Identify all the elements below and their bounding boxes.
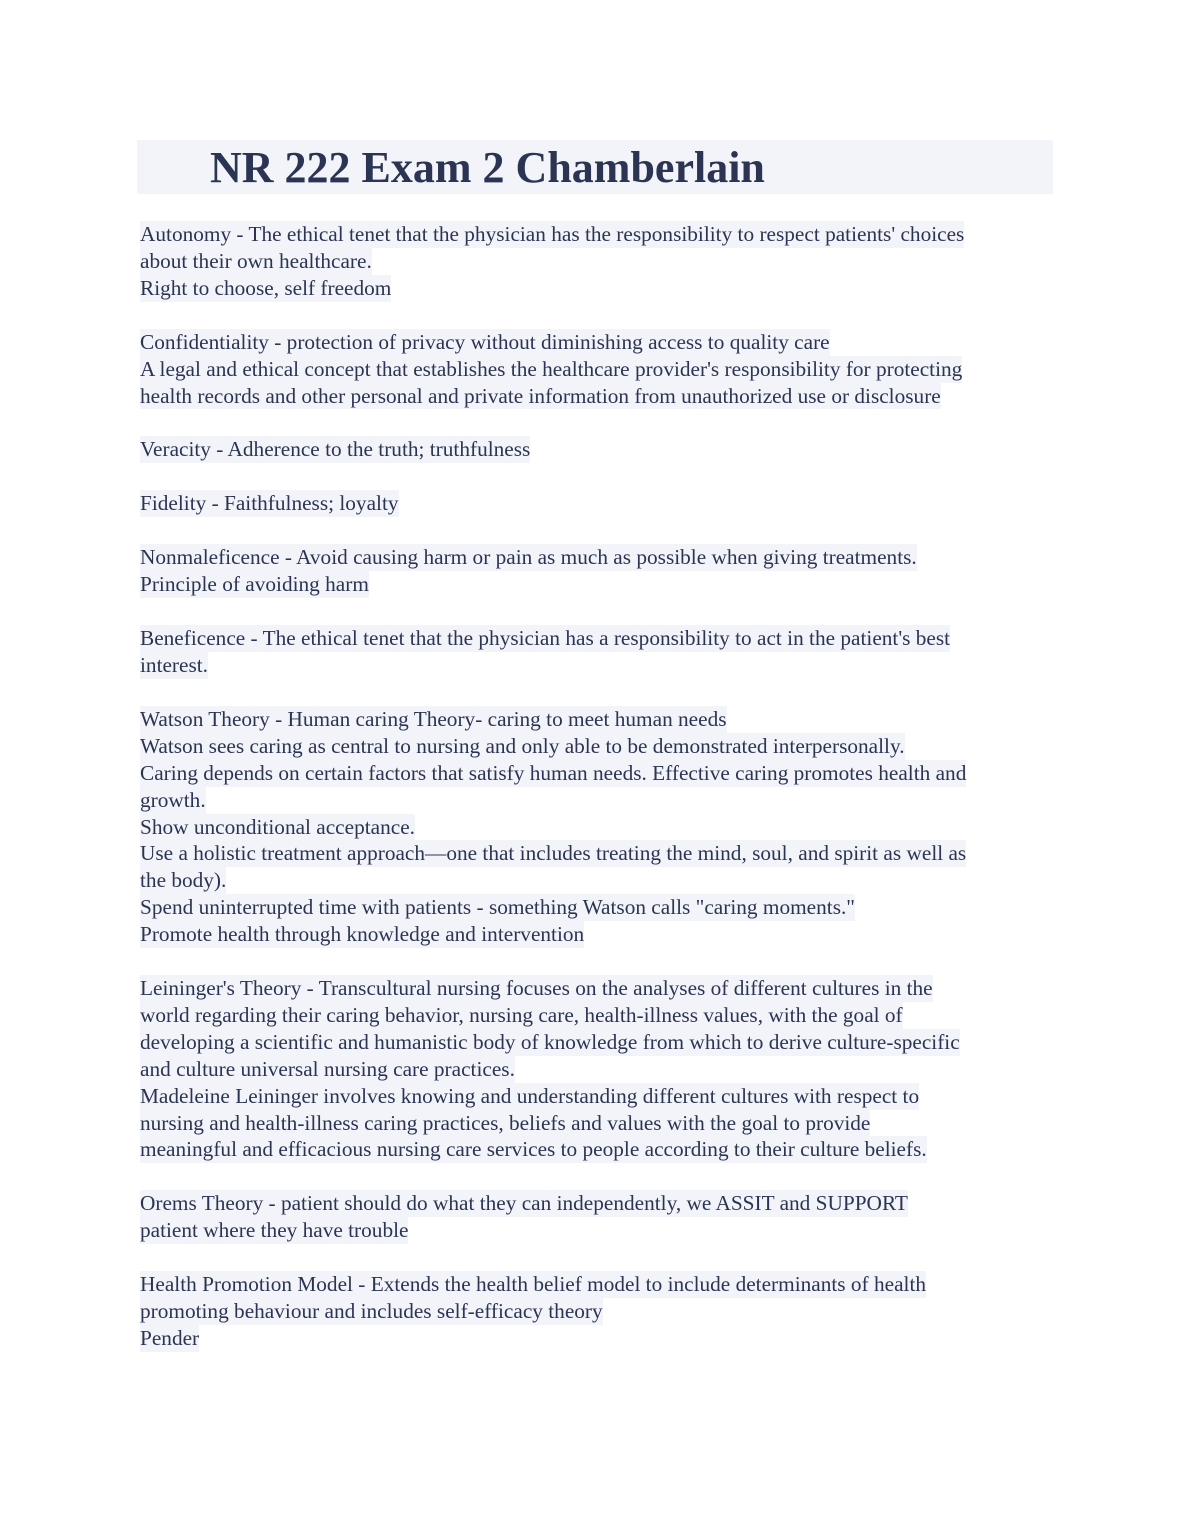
page-title: NR 222 Exam 2 Chamberlain xyxy=(210,143,765,192)
entry-nonmaleficence xyxy=(140,544,1055,598)
text-line: health records and other personal and private information from unauthorized use or disclosure xyxy=(140,383,941,408)
text-line: Pender xyxy=(140,1326,200,1350)
text-line: Confidentiality - protection of privacy without diminishing access to quality care xyxy=(140,329,830,354)
text-line: Nonmaleficence - Avoid causing harm or pain as much as possible when giving treatments. xyxy=(140,545,917,570)
text-line: nursing and health-illness caring practices, beliefs and values with the goal to provide xyxy=(140,1110,871,1135)
entry-orems-theory xyxy=(140,1190,1055,1244)
title-banner xyxy=(137,140,1053,194)
entry-health-promotion-model xyxy=(140,1271,1055,1352)
entry-fidelity xyxy=(140,490,1055,517)
text-line: Use a holistic treatment approach—one that includes treating the mind, soul, and spirit as well as xyxy=(140,841,967,866)
text-line: Health Promotion Model - Extends the health belief model to include determinants of health xyxy=(140,1272,927,1297)
text-line: Veracity - Adherence to the truth; truthfulness xyxy=(140,437,531,462)
text-line: Watson sees caring as central to nursing and only able to be demonstrated interpersonally. xyxy=(140,733,905,758)
text-line: world regarding their caring behavior, nursing care, health-illness values, with the goal of xyxy=(140,1002,903,1027)
text-line: Madeleine Leininger involves knowing and understanding different cultures with respect to xyxy=(140,1083,920,1108)
text-line: Autonomy - The ethical tenet that the physician has the responsibility to respect patients' choices xyxy=(140,222,965,246)
entry-autonomy xyxy=(140,221,1055,302)
text-line: the body). xyxy=(140,868,227,893)
text-line: Show unconditional acceptance. xyxy=(140,814,415,839)
text-line: Fidelity - Faithfulness; loyalty xyxy=(140,491,399,516)
text-line: Right to choose, self freedom xyxy=(140,275,392,300)
entry-confidentiality xyxy=(140,329,1055,410)
text-line: A legal and ethical concept that establishes the healthcare provider's responsibility for protecting xyxy=(140,356,963,381)
text-line: about their own healthcare. xyxy=(140,248,372,273)
text-line: Promote health through knowledge and intervention xyxy=(140,922,585,947)
text-line: developing a scientific and humanistic body of knowledge from which to derive culture-specific xyxy=(140,1029,960,1054)
entry-veracity xyxy=(140,436,1055,463)
text-line: Caring depends on certain factors that satisfy human needs. Effective caring promotes health and xyxy=(140,760,967,785)
text-line: and culture universal nursing care practices. xyxy=(140,1056,515,1081)
entry-beneficence xyxy=(140,625,1055,679)
text-line: interest. xyxy=(140,652,209,677)
text-line: promoting behaviour and includes self-efficacy theory xyxy=(140,1299,603,1324)
text-line: Watson Theory - Human caring Theory- caring to meet human needs xyxy=(140,706,727,731)
text-line: Spend uninterrupted time with patients - something Watson calls "caring moments." xyxy=(140,895,855,920)
text-line: Beneficence - The ethical tenet that the physician has a responsibility to act in the patient's best xyxy=(140,626,951,651)
entry-leininger-theory xyxy=(140,975,1055,1163)
text-line: Leininger's Theory - Transcultural nursing focuses on the analyses of different cultures in the xyxy=(140,976,933,1001)
text-line: Orems Theory - patient should do what they can independently, we ASSIT and SUPPORT xyxy=(140,1191,908,1216)
text-line: meaningful and efficacious nursing care services to people according to their culture beliefs. xyxy=(140,1137,927,1162)
text-line: patient where they have trouble xyxy=(140,1218,409,1243)
entry-watson-theory xyxy=(140,706,1055,948)
text-line: Principle of avoiding harm xyxy=(140,572,369,597)
text-line: growth. xyxy=(140,787,206,812)
document-body xyxy=(140,221,1055,1379)
